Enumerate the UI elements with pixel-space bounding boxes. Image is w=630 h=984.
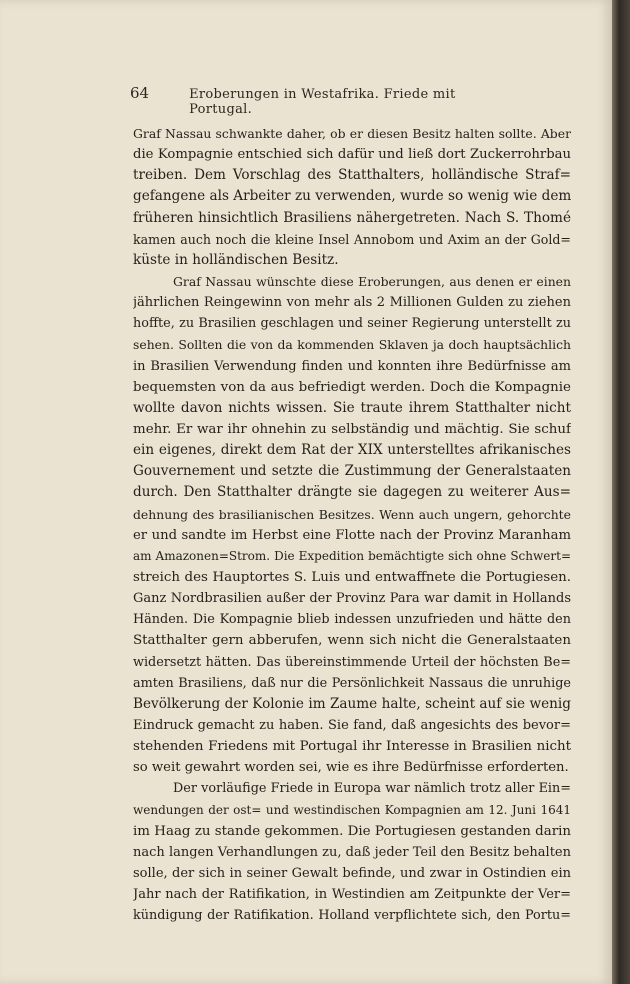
text-line: so weit gewahrt worden sei, wie es ihre Bedürfnisse erforderten. <box>133 760 569 776</box>
text-line: Eindruck gemacht zu haben. Sie fand, daß angesichts des bevor= <box>133 717 571 733</box>
text-line: Der vorläufige Friede in Europa war nämlich trotz aller Ein= <box>173 781 571 797</box>
running-title: Eroberungen in Westafrika. Friede mit Portugal. <box>189 87 456 117</box>
text-line: mehr. Er war ihr ohnehin zu selbständig und mächtig. Sie schuf <box>133 421 571 437</box>
text-line: durch. Den Statthalter drängte sie dagegen zu weiterer Aus= <box>133 484 571 501</box>
text-line: im Haag zu stande gekommen. Die Portugiesen gestanden darin <box>133 823 571 839</box>
text-line: nach langen Verhandlungen zu, daß jeder Teil den Besitz behalten <box>133 844 571 860</box>
text-line: hoffte, zu Brasilien geschlagen und seiner Regierung unterstellt zu <box>133 316 571 332</box>
text-line: in Brasilien Verwendung finden und konnten ihre Bedürfnisse am <box>133 358 571 374</box>
text-line: jährlichen Reingewinn von mehr als 2 Millionen Gulden zu ziehen <box>133 295 571 311</box>
text-line: Graf Nassau wünschte diese Eroberungen, aus denen er einen <box>173 273 571 289</box>
text-line: ein eigenes, direkt dem Rat der XIX unterstelltes afrikanisches <box>133 442 571 459</box>
book-spine <box>612 0 630 984</box>
text-line: dehnung des brasilianischen Besitzes. Wenn auch ungern, gehorchte <box>133 506 571 522</box>
text-line: sehen. Sollten die von da kommenden Sklaven ja doch hauptsächlich <box>133 337 571 353</box>
text-line: er und sandte im Herbst eine Flotte nach der Provinz Maranham <box>133 527 571 543</box>
text-line: küste in holländischen Besitz. <box>133 251 339 268</box>
text-line: widersetzt hätten. Das übereinstimmende Urteil der höchsten Be= <box>133 654 571 670</box>
text-line: wollte davon nichts wissen. Sie traute ihrem Statthalter nicht <box>133 399 571 416</box>
body-text <box>133 123 571 926</box>
page-header <box>130 84 490 117</box>
text-line: gefangene als Arbeiter zu verwenden, wurde so wenig wie dem <box>133 188 571 205</box>
text-line: wendungen der ost= und westindischen Kompagnien am 12. Juni 1641 <box>133 802 571 817</box>
text-line: stehenden Friedens mit Portugal ihr Interesse in Brasilien nicht <box>133 739 571 755</box>
text-line: Ganz Nordbrasilien außer der Provinz Para war damit in Hollands <box>133 591 571 607</box>
text-line: Bevölkerung der Kolonie im Zaume halte, scheint auf sie wenig <box>133 695 571 712</box>
text-line: früheren hinsichtlich Brasiliens nähergetreten. Nach S. Thomé <box>133 209 571 226</box>
text-line: kündigung der Ratifikation. Holland verpflichtete sich, den Portu= <box>133 908 571 924</box>
text-line: Händen. Die Kompagnie blieb indessen unzufrieden und hätte den <box>133 612 571 628</box>
text-line: kamen auch noch die kleine Insel Annobom und Axim an der Gold= <box>133 231 571 247</box>
text-line: treiben. Dem Vorschlag des Statthalters, holländische Straf= <box>133 167 571 184</box>
text-line: bequemsten von da aus befriedigt werden. Doch die Kompagnie <box>133 379 571 395</box>
page-number: 64 <box>130 84 150 102</box>
text-line: streich des Hauptortes S. Luis und entwaffnete die Portugiesen. <box>133 569 571 585</box>
text-line: Jahr nach der Ratifikation, in Westindien am Zeitpunkte der Ver= <box>133 887 571 903</box>
text-line: solle, der sich in seiner Gewalt befinde, und zwar in Ostindien ein <box>133 865 571 881</box>
text-line: Gouvernement und setzte die Zustimmung der Generalstaaten <box>133 463 571 480</box>
text-line: am Amazonen=Strom. Die Expedition bemächtigte sich ohne Schwert= <box>133 548 571 563</box>
text-line: die Kompagnie entschied sich dafür und ließ dort Zuckerrohrbau <box>133 147 571 163</box>
text-line: Graf Nassau schwankte daher, ob er diesen Besitz halten sollte. Aber <box>133 126 571 141</box>
text-line: amten Brasiliens, daß nur die Persönlichkeit Nassaus die unruhige <box>133 675 571 691</box>
text-line: Statthalter gern abberufen, wenn sich nicht die Generalstaaten <box>133 633 571 649</box>
